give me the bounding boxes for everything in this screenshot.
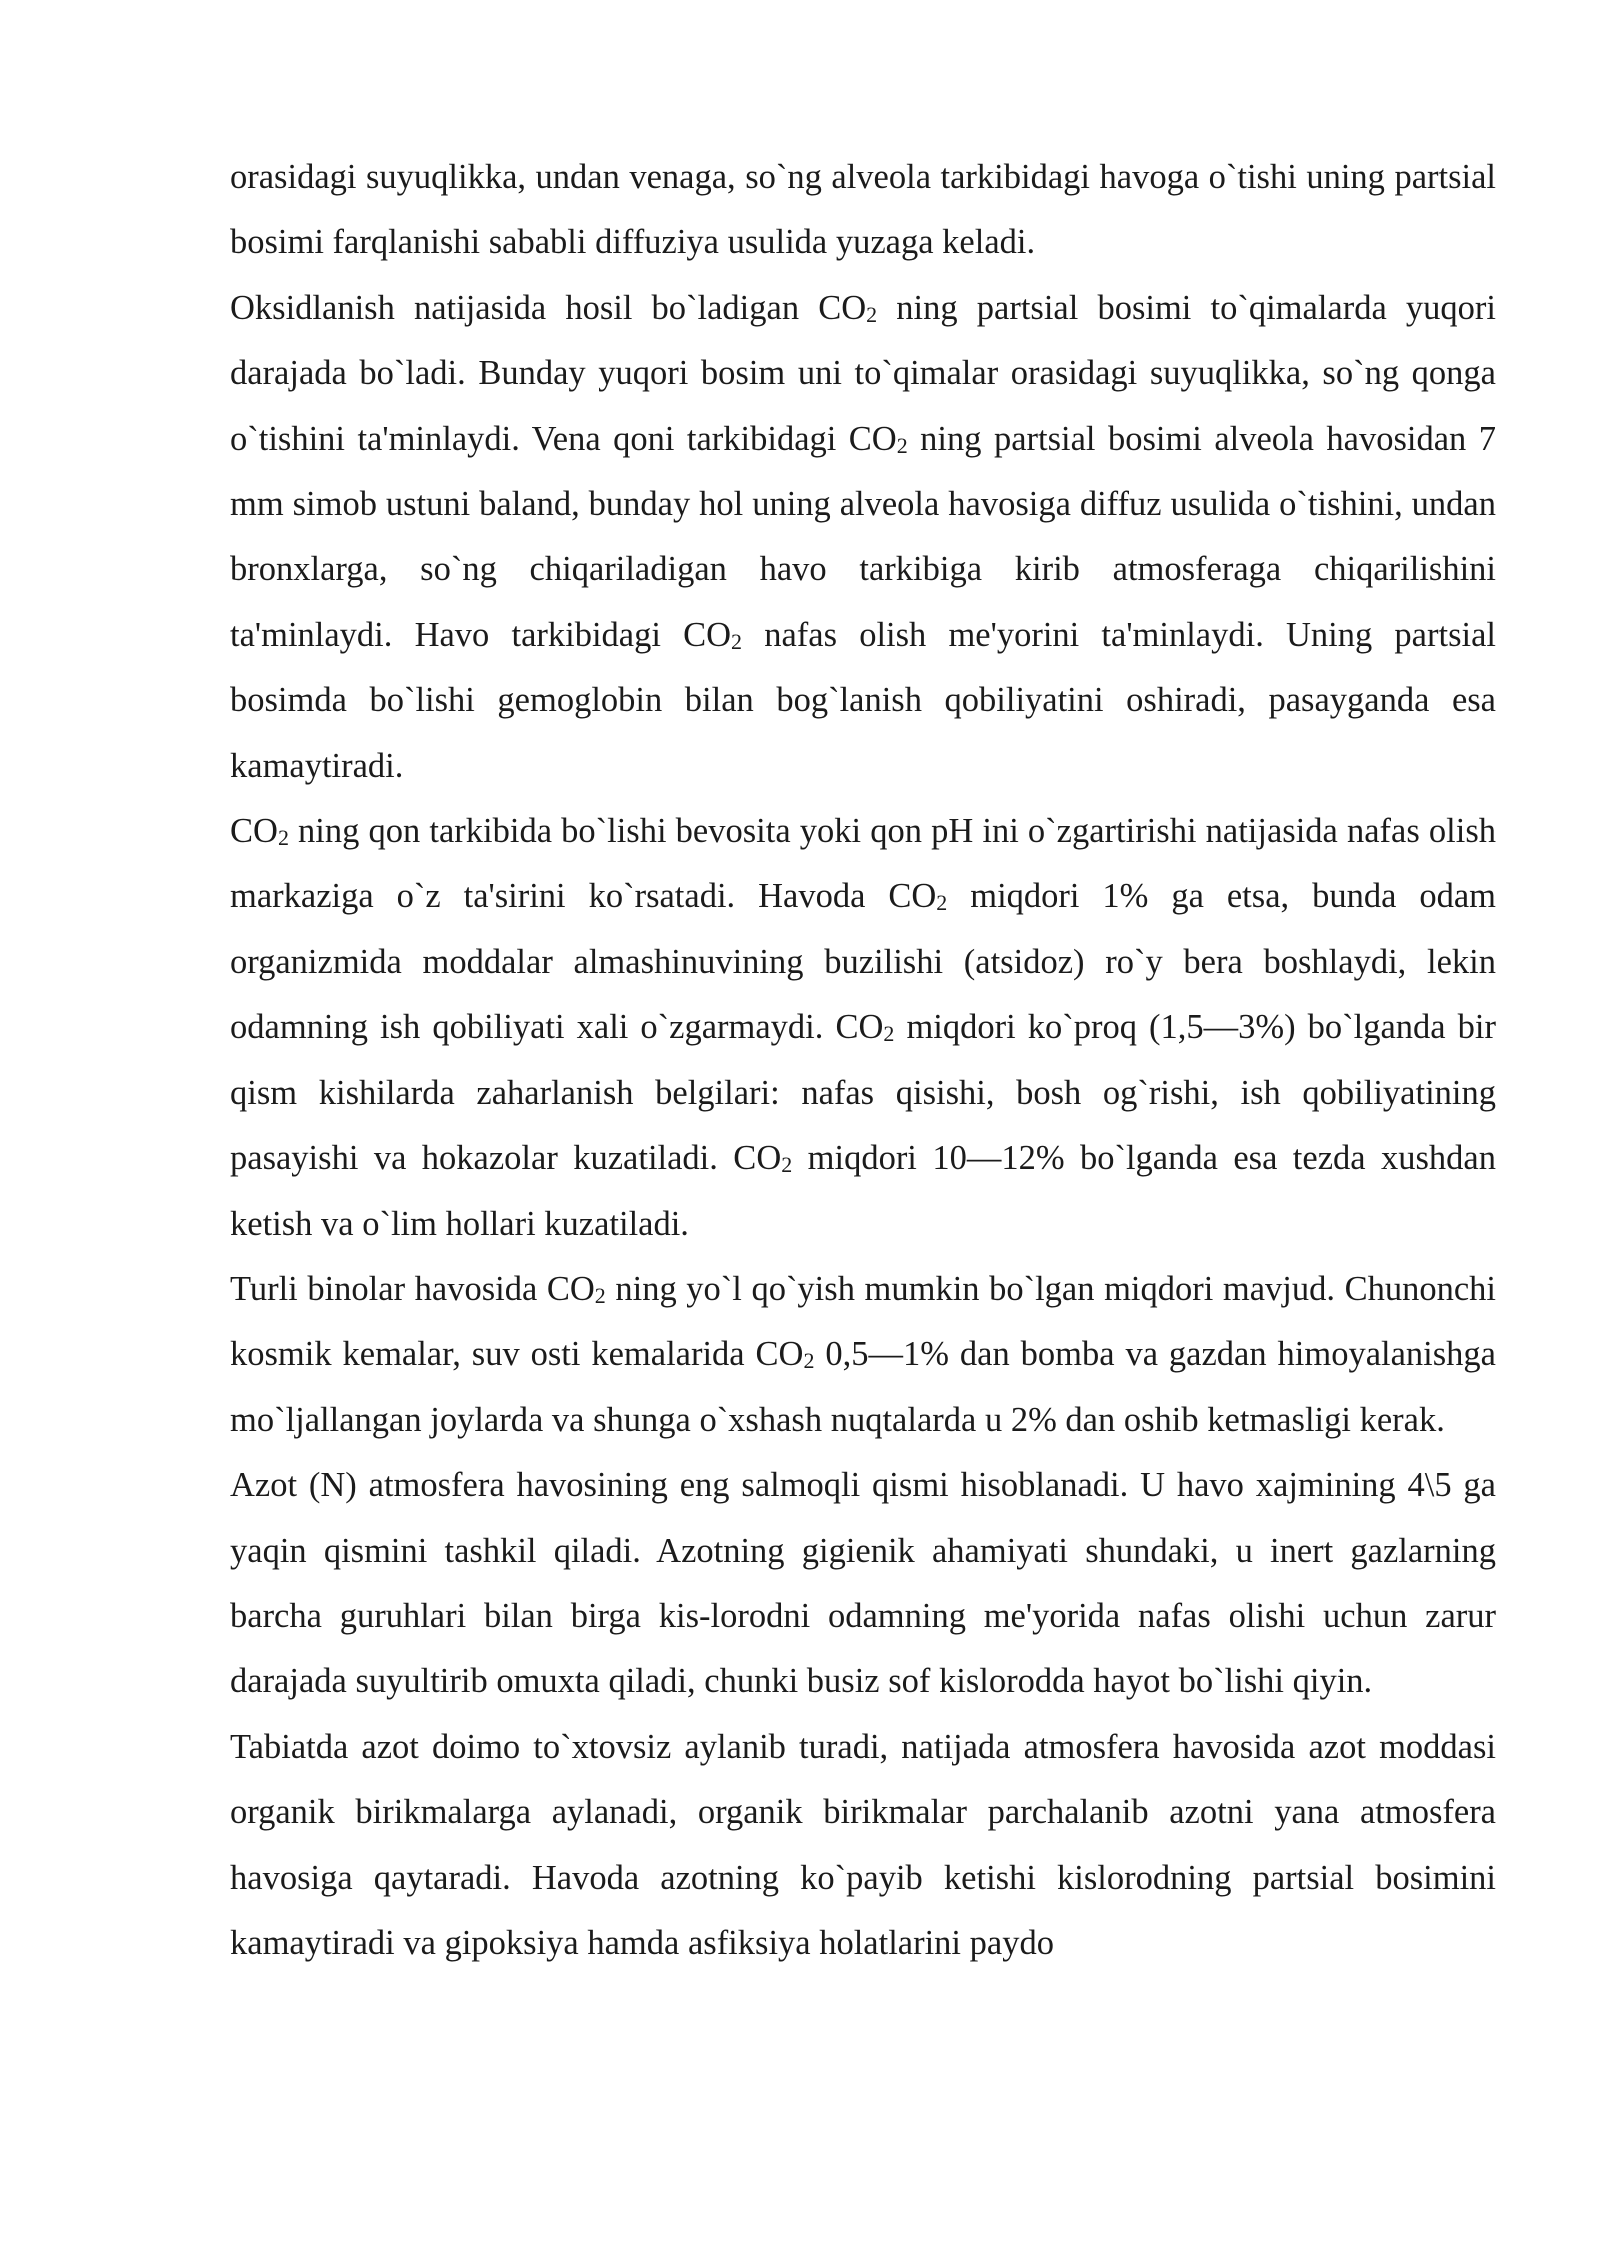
document-body [230,145,1496,1976]
text-run: miqdori ko`proq (1,5—3%) bo`lganda bir qism kishilarda zaharlanish belgilari: nafas qisishi, bosh og`rishi, ish qobiliyatining pasayishi va hokazolar kuzatiladi. CO [230,1008,1497,1178]
text-run: ning partsial bosimi alveola havosidan 7 mm simob ustuni baland, bunday hol uning alveola havosiga diffuz usulida o`tishini, undan bronxlarga, so`ng chiqariladigan havo tarkibiga kirib atmosferaga chiqarilishini ta'minlaydi. Havo tarkibidagi CO [230,419,1496,654]
text-run: ning yo`l qo`yish mumkin bo`lgan miqdori mavjud. Chunonchi kosmik kemalar, suv osti kemalarida CO [230,1269,1496,1374]
text-run: ning qon tarkibida bo`lishi bevosita yoki qon pH ini o`zgartirishi natijasida nafas olish markaziga o`z ta'sirini ko`rsatadi. Havoda CO [230,812,1496,916]
subscript-2: 2 [866,301,878,327]
paragraph-4 [230,1257,1496,1453]
text-run: Oksidlanish natijasida hosil bo`ladigan CO [230,288,867,327]
text-run: orasidagi suyuqlikka, undan venaga, so`ng alveola tarkibidagi havoga o`tishi uning partsial bosimi farqlanishi sababli diffuziya usulida yuzaga keladi. [230,158,1496,262]
text-run: Turli binolar havosida CO [230,1269,595,1308]
text-run: ning partsial bosimi to`qimalarda yuqori darajada bo`ladi. Bunday yuqori bosim uni to`qimalar orasidagi suyuqlikka, so`ng qonga o`tishini ta'minlaydi. Vena qoni tarkibidagi CO [230,288,1496,458]
paragraph-2 [230,276,1496,799]
text-run: Azot (N) atmosfera havosining eng salmoqli qismi hisoblanadi. U havo xajmining 4\5 ga yaqin qismini tashkil qiladi. Azotning gigienik ahamiyati shundaki, u inert gazlarning barcha guruhlari bilan birga kis-lorodni odamning me'yorida nafas olishi uchun zarur darajada suyultirib omuxta qiladi, chunki busiz sof kislorodda hayot bo`lishi qiyin. [230,1466,1496,1701]
subscript-2: 2 [883,1021,895,1047]
subscript-2: 2 [731,628,743,654]
paragraph-6 [230,1715,1496,1977]
text-run: Tabiatda azot doimo to`xtovsiz aylanib turadi, natijada atmosfera havosida azot moddasi organik birikmalarga aylanadi, organik birikmalar parchalanib azotni yana atmosfera havosiga qaytaradi. Havoda azotning ko`payib ketishi kislorodning partsial bosimini kamaytiradi va gipoksiya hamda asfiksiya holatlarini paydo [230,1727,1496,1962]
paragraph-1 [230,145,1496,276]
subscript-2: 2 [896,432,908,458]
subscript-2: 2 [803,1348,815,1374]
paragraph-5 [230,1453,1496,1715]
text-run: miqdori 10—12% bo`lganda esa tezda xushdan ketish va o`lim hollari kuzatiladi. [230,1139,1496,1243]
paragraph-3 [230,799,1496,1257]
subscript-2: 2 [781,1152,793,1178]
text-run: 0,5—1% dan bomba va gazdan himoyalanishga mo`ljallangan joylarda va shunga o`xshash nuqtalarda u 2% dan oshib ketmasligi kerak. [230,1335,1496,1439]
subscript-2: 2 [936,890,948,916]
subscript-2: 2 [277,825,289,851]
subscript-2: 2 [594,1282,606,1308]
text-run: miqdori 1% ga etsa, bunda odam organizmida moddalar almashinuvining buzilishi (atsidoz) ro`y bera boshlaydi, lekin odamning ish qobiliyati xali o`zgarmaydi. CO [230,877,1496,1047]
text-run: nafas olish me'yorini ta'minlaydi. Uning partsial bosimda bo`lishi gemoglobin bilan bog`lanish qobiliyatini oshiradi, pasayganda esa kamaytiradi. [230,615,1496,785]
text-run: CO [230,812,278,851]
